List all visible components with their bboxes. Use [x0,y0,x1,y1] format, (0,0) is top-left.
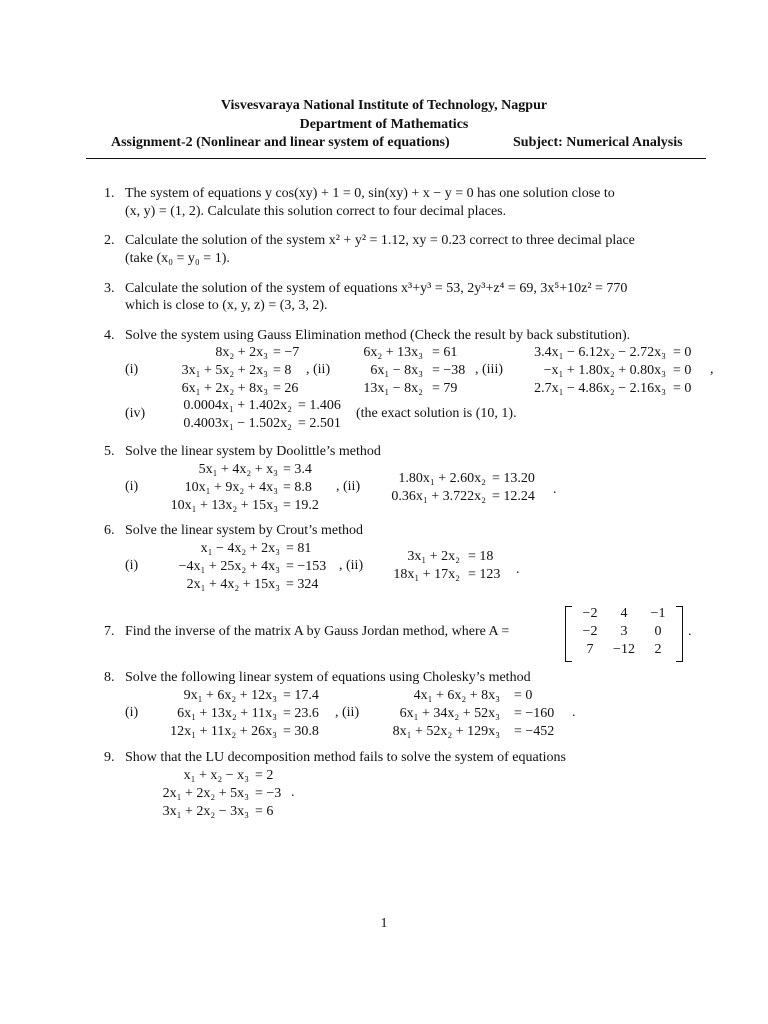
q3-number: 3. [104,281,115,296]
q9-number: 9. [104,750,115,765]
q4-iv-note: (the exact solution is (10, 1). [356,406,517,421]
q6-text: Solve the linear system by Crout’s method [125,523,363,538]
q3-line2: which is close to (x, y, z) = (3, 3, 2). [125,298,328,313]
q4-iii-label: , (iii) [475,362,503,377]
q1-line1: The system of equations y cos(xy) + 1 = 0, sin(xy) + x − y = 0 has one solution close to [125,186,615,201]
q5-end: . [553,482,557,497]
matrix-cell: −2 [582,606,598,621]
q4-iv-rhs: = 1.406 = 2.501 [298,398,341,431]
q6-ii-rhs: = 18 = 123 [468,549,501,582]
q4-iii-end: , [710,362,714,377]
page-number: 1 [380,916,388,931]
q9-end: . [291,785,295,800]
q8-i-label: (i) [125,705,139,720]
q5-i-rhs: = 3.4 = 8.8 = 19.2 [283,462,319,513]
q8-ii-label: , (ii) [335,705,360,720]
q4-iii-rhs: = 0 = 0 = 0 [673,345,692,396]
q8-ii-lhs: 4x₁ + 6x₂ + 8x₃ 6x₁ + 34x₂ + 52x₃ 8x₁ + 52x₂ + 129x₃ [392,688,500,739]
header-rule [86,158,706,159]
q5-ii-lhs: 1.80x₁ + 2.60x₂ 0.36x₁ + 3.722x₂ [391,471,486,504]
q3-line1: Calculate the solution of the system of equations x³+y³ = 53, 2y³+z⁴ = 69, 3x⁵+10z² = 770 [125,281,628,296]
q8-text: Solve the following linear system of equations using Cholesky’s method [125,670,531,685]
q5-i-label: (i) [125,479,139,494]
q2-line2: (take (x₀ = y₀ = 1). [125,251,230,266]
matrix-cell: 7 [586,642,594,657]
department-title: Department of Mathematics [299,117,469,132]
assignment-title: Assignment-2 (Nonlinear and linear system of equations) [111,135,450,150]
q6-end: . [516,562,520,577]
q8-end: . [572,705,576,720]
subject-title: Subject: Numerical Analysis [513,135,683,150]
q8-ii-rhs: = 0 = −160 = −452 [514,688,555,739]
q5-number: 5. [104,444,115,459]
matrix-cell: 3 [620,624,628,639]
q7-number: 7. [104,624,115,639]
q5-i-lhs: 5x₁ + 4x₂ + x₃ 10x₁ + 9x₂ + 4x₃ 10x₁ + 13x₂ + 15x₃ [170,462,278,513]
matrix-cell: −1 [650,606,666,621]
q7-text: Find the inverse of the matrix A by Gauss Jordan method, where A = [125,624,510,639]
q6-ii-label: , (ii) [339,558,364,573]
matrix-a [565,606,683,660]
q8-i-lhs: 9x₁ + 6x₂ + 12x₃ 6x₁ + 13x₂ + 11x₃ 12x₁ + 11x₂ + 26x₃ [170,688,277,739]
q6-number: 6. [104,523,115,538]
q4-iii-lhs: 3.4x₁ − 6.12x₂ − 2.72x₃ −x₁ + 1.80x₂ + 0.80x₃ 2.7x₁ − 4.86x₂ − 2.16x₃ [534,345,666,396]
matrix-cell: 2 [654,642,662,657]
matrix-cell: −2 [582,624,598,639]
q6-i-rhs: = 81 = −153 = 324 [286,541,327,592]
institute-title: Visvesvaraya National Institute of Technology, Nagpur [220,98,548,113]
matrix-cell: 0 [654,624,662,639]
q6-ii-lhs: 3x₁ + 2x₂ 18x₁ + 17x₂ [393,549,460,582]
q5-text: Solve the linear system by Doolittle’s method [125,444,381,459]
q8-i-rhs: = 17.4 = 23.6 = 30.8 [283,688,319,739]
q2-number: 2. [104,233,115,248]
q2-line1: Calculate the solution of the system x² + y² = 1.12, xy = 0.23 correct to three decimal place [125,233,635,248]
q4-i-rhs: = −7 = 8 = 26 [273,345,300,396]
q4-ii-rhs: = 61 = −38 = 79 [432,345,466,396]
q9-text: Show that the LU decomposition method fails to solve the system of equations [125,750,566,765]
q4-ii-label: , (ii) [306,362,331,377]
q4-ii-lhs: 6x₂ + 13x₃ 6x₁ − 8x₃ 13x₁ − 8x₂ [363,345,423,396]
q4-iv-label: (iv) [125,406,146,421]
q4-i-label: (i) [125,362,139,377]
matrix-cell: 4 [620,606,628,621]
q4-iv-lhs: 0.0004x₁ + 1.402x₂ 0.4003x₁ − 1.502x₂ [183,398,292,431]
q6-i-label: (i) [125,558,139,573]
matrix-left-bracket [565,606,572,662]
q9-lhs: x₁ + x₂ − x₃ 2x₁ + 2x₂ + 5x₃ 3x₁ + 2x₂ − 3x₃ [162,768,249,819]
q1-line2: (x, y) = (1, 2). Calculate this solution correct to four decimal places. [125,204,507,219]
q4-text: Solve the system using Gauss Elimination method (Check the result by back substitution). [125,328,631,343]
q1-number: 1. [104,186,115,201]
q9-rhs: = 2 = −3 = 6 [255,768,282,819]
q4-number: 4. [104,328,115,343]
q5-ii-label: , (ii) [336,479,361,494]
matrix-cell: −12 [613,642,635,657]
q6-i-lhs: x₁ − 4x₂ + 2x₃ −4x₁ + 25x₂ + 4x₃ 2x₁ + 4x₂ + 15x₃ [178,541,280,592]
q4-i-lhs: 8x₂ + 2x₃ 3x₁ + 5x₂ + 2x₃ 6x₁ + 2x₂ + 8x₃ [181,345,268,396]
q5-ii-rhs: = 13.20 = 12.24 [492,471,535,504]
q8-number: 8. [104,670,115,685]
q7-end: . [688,624,692,639]
matrix-right-bracket [676,606,683,662]
